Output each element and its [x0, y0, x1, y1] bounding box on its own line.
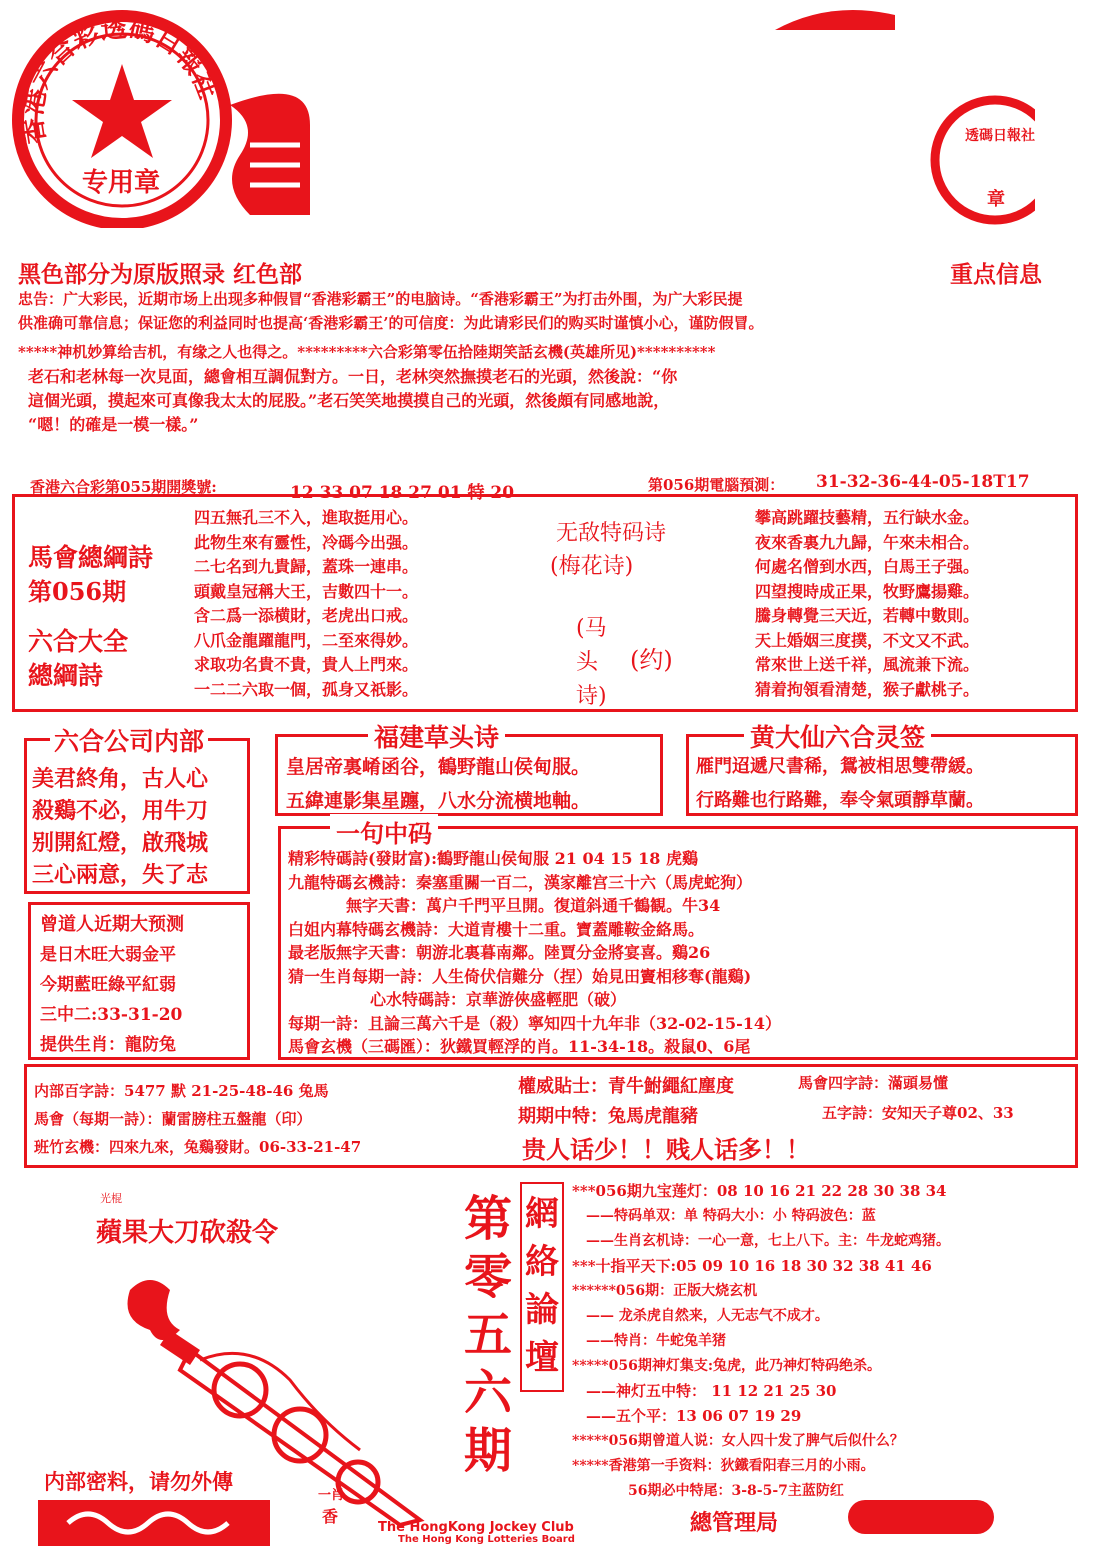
daoist-title: 曾道人近期大预测 — [40, 914, 184, 935]
right-list-item: ——生肖玄机诗：一心一意，七上八下。主：牛龙蛇鸡猪。 — [586, 1233, 950, 1249]
fujian-title: 福建草头诗 — [368, 718, 505, 754]
footer-left-ornament — [38, 1500, 270, 1546]
yiju-lines — [288, 846, 781, 1058]
right-list-item: ***十指平天下:05 09 10 16 18 30 32 38 41 46 — [572, 1257, 932, 1275]
right-list-item: —— 龙杀虎自然来，人无志气不成才。 — [586, 1308, 829, 1324]
poem-middle-line: 八爪金龍躍龍門，二至來得妙。 — [194, 630, 419, 650]
poem-middle-line: 含二爲一添横財，老虎出口戒。 — [194, 606, 419, 625]
fujian-line: 皇居帝裏崤函谷，鶴野龍山侯甸服。 — [286, 756, 591, 778]
result-left-label: 香港六合彩第055期開獎號: — [30, 478, 217, 496]
header-swirl — [210, 85, 320, 225]
joke-title-left: *****神机妙算给吉机，有缘之人也得之。 — [18, 343, 298, 361]
yiju-line: 每期一詩：且論三萬六千是（殺）寧知四十九年非（32-02-15-14） — [288, 1013, 781, 1033]
apple-title: 蘋果大刀砍殺令 — [96, 1218, 279, 1248]
yiju-line: 無字天書：萬户千門平旦開。復道斜通千鶴観。牛34 — [346, 896, 721, 915]
info-left — [34, 1080, 361, 1164]
poem-right-line: 猜着拘領看清楚，猴子獻桃子。 — [755, 679, 980, 699]
joke-line-3: “嗯！的確是一模一樣。” — [28, 415, 199, 434]
right-list-item: ——特肖：牛蛇兔羊猪 — [586, 1333, 726, 1349]
poem-middle-line: 此物生來有靈性，冷碼今出强。 — [194, 532, 419, 552]
footer-jockey-2: The Hong Kong Lotteries Board — [398, 1534, 575, 1545]
yiju-line: 精彩特碼詩(發財富):鶴野龍山侯甸服 21 04 15 18 虎鷄 — [288, 849, 698, 868]
poem-middle-line: 二七名到九貴歸，蓋珠一連串。 — [194, 557, 419, 576]
poem-center-note: (约) — [630, 646, 673, 674]
right-list-item: ——神灯五中特： 11 12 21 25 30 — [586, 1382, 837, 1400]
info-right-line: 五字詩：安知天子尊02、33 — [822, 1104, 1014, 1122]
footer-jockey-1: The HongKong Jockey Club — [378, 1520, 574, 1535]
joke-title — [18, 341, 716, 362]
seal-stamp-left — [6, 2, 242, 228]
right-list-item: ***056期九宝莲灯：08 10 16 21 22 28 30 38 34 — [572, 1182, 947, 1200]
apple-small-top: 光棍 — [100, 1192, 122, 1205]
right-list-item: *****056期曾道人说：女人四十发了脾气后似什么？ — [572, 1433, 904, 1449]
company-line: 三心兩意，失了志 — [32, 862, 209, 888]
poem-middle-line: 頭戴皇冠稱大王，吉數四十一。 — [194, 581, 419, 601]
forum-text: 網絡論壇 — [525, 1194, 559, 1378]
right-list — [572, 1180, 950, 1505]
poem-right-column — [755, 505, 979, 701]
right-list-item: ——特码单双：单 特码大小：小 特码波色：蓝 — [586, 1208, 876, 1224]
poem-right-line: 騰身轉覺三天近，若轉中數則。 — [755, 606, 980, 625]
info-left-line: 内部百字詩：5477 默 21-25-48-46 兔馬 — [34, 1082, 329, 1100]
poem-middle-line: 求取功名貴不貴，貴人上門來。 — [194, 655, 419, 674]
company-line: 美君終角，古人心 — [32, 766, 209, 792]
header-mark-top — [770, 5, 900, 35]
yiju-line: 心水特碼詩：京華游俠盛輕肥（破） — [370, 990, 627, 1009]
stamp-right-ring: 透碼日報社 — [965, 128, 1035, 144]
poem-right-line: 何處名僧到水西，白馬王子强。 — [755, 557, 980, 576]
stamp-center-text: 专用章 — [82, 168, 161, 198]
poem-right-line: 攀高跳躍技藝精，五行缺水金。 — [755, 508, 980, 527]
poem-middle-line: 一二二六取一個，孤身又祇影。 — [194, 679, 419, 699]
right-list-item: ——五个平：13 06 07 19 29 — [586, 1407, 802, 1425]
header-notice-2: 供准确可靠信息；保证您的利益同时也提高‘香港彩霸王’的可信度：为此请彩民们的购买时谨慎小心，谨防假冒。 — [18, 314, 764, 332]
apple-footer: 内部密料，请勿外傳 — [44, 1469, 233, 1494]
fujian-line: 五緯連影集星躔，八水分流横地軸。 — [286, 790, 591, 812]
header-line-right: 重点信息 — [950, 262, 1042, 288]
yiju-title: 一句中码 — [330, 814, 438, 849]
stamp-ring-text: 香港六合彩透碼日報社 — [18, 13, 223, 146]
sword-zodiac-label-2: 香 — [322, 1507, 339, 1526]
joke-title-right: ********** — [637, 343, 716, 361]
poem-right-line: 四望搜時成正果，牧野鷹揚雞。 — [755, 581, 980, 601]
daoist-line: 是日木旺大弱金平 — [40, 945, 176, 965]
wongtaisin-line: 雁門迢遞尺書稀，鴛被相思雙帶緩。 — [696, 756, 984, 777]
yiju-line: 九龍特碼玄機詩：秦塞重關一百二，漢家離宫三十六（馬虎蛇狗） — [288, 872, 753, 892]
footer-right-ornament — [848, 1500, 994, 1534]
poem-left-title-1: 馬會總綱詩 — [28, 543, 154, 572]
right-list-item: ******056期：正版大烧玄机 — [572, 1283, 758, 1299]
info-right-line: 馬會四字詩：滿頭易懂 — [798, 1074, 949, 1092]
result-left-numbers: 12 33 07 18 27 01 特 20 — [290, 483, 515, 503]
poem-left-title-3: 六合大全 — [28, 627, 129, 656]
joke-line-1: 老石和老林每一次見面，總會相互調侃對方。一日，老林突然撫摸老石的光頭，然後說：“你 — [28, 367, 678, 386]
yiju-line: 白姐内幕特碼玄機詩：大道青樓十二重。寶蓋雕鞍金絡馬。 — [288, 919, 705, 939]
poem-middle-column — [194, 505, 418, 701]
result-right-label: 第056期電腦預測： — [648, 476, 785, 494]
poem-right-line: 天上婚姻三度撲，不文又不武。 — [755, 630, 980, 650]
poem-center-title: 无敌特码诗 — [556, 521, 667, 546]
poem-center-horse: (马头诗) — [576, 616, 607, 709]
right-list-item: *****056期神灯集支:兔虎，此乃神灯特码绝杀。 — [572, 1358, 881, 1374]
sword-zodiac-label: 一肖 — [318, 1488, 345, 1503]
header-line-left: 黑色部分为原版照录 红色部 — [18, 262, 303, 288]
right-list-item: *****香港第一手资料：狄鐵看阳春三月的小雨。 — [572, 1458, 875, 1474]
poem-right-line: 常來世上送千祥，風流兼下流。 — [755, 655, 980, 674]
poem-left-title-4: 總綱詩 — [28, 661, 104, 690]
info-mid-line: 權威貼士：青牛鮒繩紅塵度 — [518, 1076, 734, 1097]
stamp-right-center: 章 — [987, 189, 1005, 210]
company-title: 六合公司内部 — [50, 722, 208, 758]
daoist-line: 今期藍旺綠平紅弱 — [40, 975, 176, 995]
right-list-item: 56期必中特尾：3-8-5-7主蓝防红 — [628, 1483, 844, 1499]
joke-title-mid: *********六合彩第零伍拾陸期笑話玄機 — [297, 343, 563, 361]
yiju-line: 最老版無字天書：朝游北裏暮南鄰。陸賈分金將宴喜。鷄26 — [288, 943, 711, 962]
info-left-line: 班竹玄機：四來九來，兔鷄發財。06-33-21-47 — [34, 1138, 362, 1156]
poem-right-line: 夜來香裏九九歸，午來未相合。 — [755, 532, 980, 552]
wongtaisin-line: 行路難也行路難，奉令氣頭靜草蘭。 — [696, 790, 984, 811]
period-big-text: 第零五六期 — [463, 1191, 512, 1479]
info-slogan: 贵人话少！！贱人话多！！ — [522, 1135, 810, 1164]
company-line: 别開紅燈，啟飛城 — [32, 830, 209, 856]
footer-manage: 總管理局 — [690, 1510, 779, 1536]
info-left-line: 馬會（每期一詩）：蘭雷膀柱五盤龍（印） — [34, 1110, 312, 1128]
daoist-line: 提供生肖：龍防兔 — [40, 1035, 176, 1055]
poem-left-title-2: 第056期 — [28, 577, 127, 606]
poem-middle-line: 四五無孔三不入，進取挺用心。 — [194, 508, 419, 527]
poem-center-sub: (梅花诗) — [550, 554, 634, 579]
info-mid-line: 期期中特：兔馬虎龍豬 — [518, 1106, 698, 1127]
yiju-line: 猜一生肖每期一詩：人生倚伏信難分（捏）始見田竇相移奪(龍鷄) — [288, 966, 752, 986]
daoist-line: 三中二:33-31-20 — [40, 1005, 183, 1025]
joke-line-2: 這個光頭，摸起來可真像我太太的屁股。”老石笑笑地摸摸自己的光頭，然後頗有同感地說， — [28, 391, 670, 410]
result-right-numbers: 31-32-36-44-05-18T17 — [816, 472, 1030, 492]
wongtaisin-title: 黄大仙六合灵签 — [744, 718, 931, 754]
joke-title-tag: (英雄所见) — [562, 343, 638, 361]
company-line: 殺鷄不必，用牛刀 — [32, 798, 209, 824]
yiju-line: 馬會玄機（三碼匯）：狄鐵買輕浮的肖。11-34-18。殺鼠0、6尾 — [288, 1037, 751, 1056]
header-notice-1: 忠告：广大彩民，近期市场上出现多种假冒“香港彩霸王”的电脑诗。“香港彩霸王”为打击外围，为广大彩民提 — [18, 290, 743, 308]
seal-stamp-right — [925, 85, 1035, 235]
period-big — [460, 1190, 516, 1480]
